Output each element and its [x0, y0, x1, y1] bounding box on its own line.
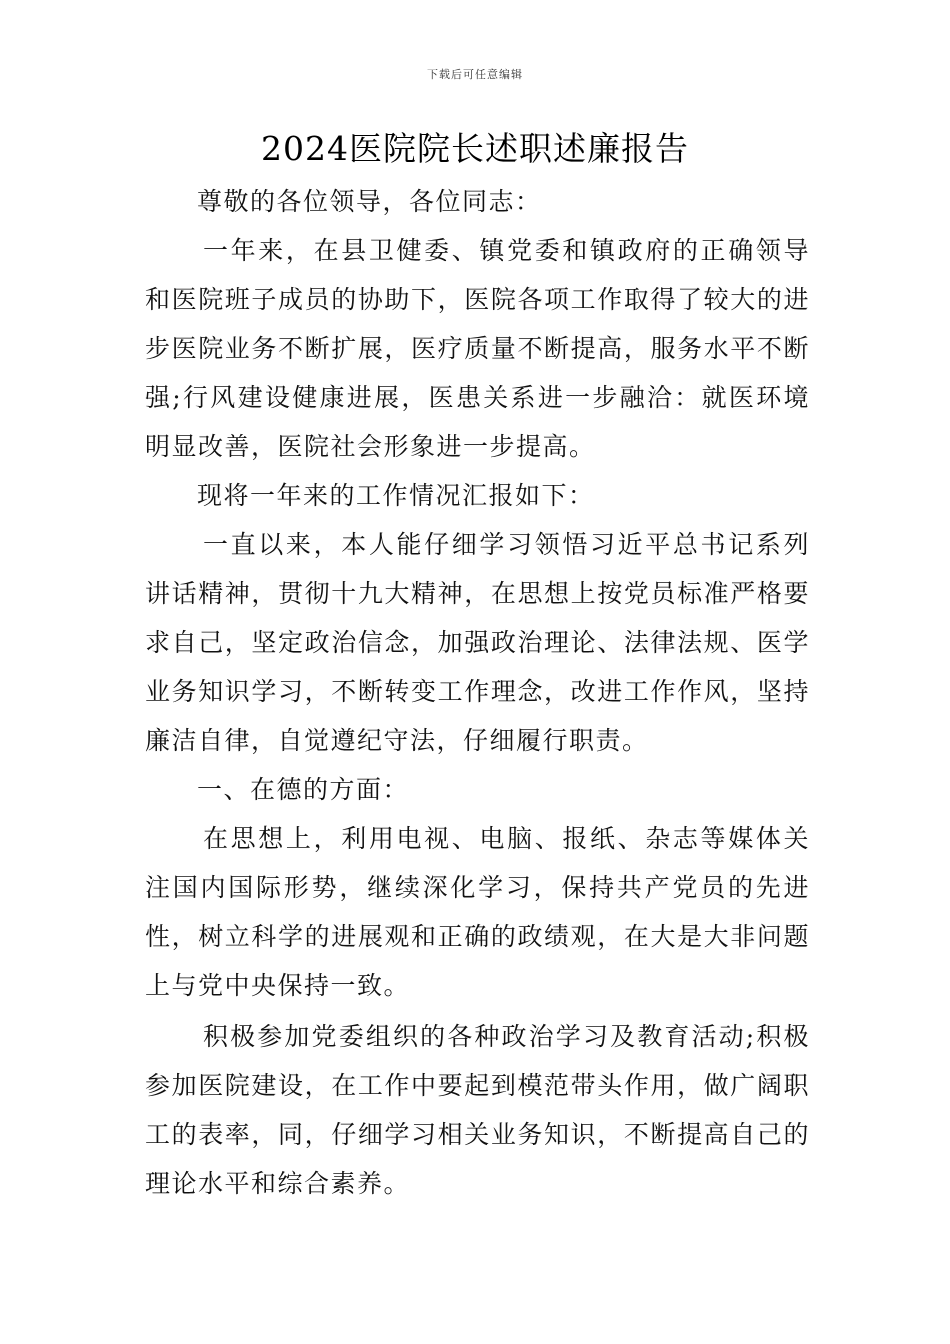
- document-body: [145, 177, 810, 1208]
- section-heading-morality: 一、在德的方面：: [197, 775, 410, 804]
- salutation: 尊敬的各位领导，各位同志：: [197, 187, 542, 216]
- paragraph-activities: 积极参加党委组织的各种政治学习及教育活动;积极参加医院建设，在工作中要起到模范带头作用，做广阔职工的表率，同，仔细学习相关业务知识，不断提高自己的理论水平和综合素养。: [145, 1022, 810, 1198]
- paragraph-ideology: 在思想上，利用电视、电脑、报纸、杂志等媒体关注国内国际形势，继续深化学习，保持共产党员的先进性，树立科学的进展观和正确的政绩观，在大是大非问题上与党中央保持一致。: [145, 824, 810, 1000]
- document-title: 2024医院院长述职述廉报告: [261, 129, 689, 168]
- paragraph-study: 一直以来，本人能仔细学习领悟习近平总书记系列讲话精神，贯彻十九大精神，在思想上按党员标准严格要求自己，坚定政治信念，加强政治理论、法律法规、医学业务知识学习，不断转变工作理念，改进工作作风，坚持廉洁自律，自觉遵纪守法，仔细履行职责。: [145, 530, 810, 755]
- header-note: 下载后可任意编辑: [427, 68, 523, 81]
- paragraph-intro: 一年来，在县卫健委、镇党委和镇政府的正确领导和医院班子成员的协助下，医院各项工作取得了较大的进步医院业务不断扩展，医疗质量不断提高，服务水平不断强;行风建设健康进展，医患关系进一步融洽：就医环境明显改善，医院社会形象进一步提高。: [145, 236, 810, 461]
- paragraph-report-lead: 现将一年来的工作情况汇报如下：: [197, 481, 595, 510]
